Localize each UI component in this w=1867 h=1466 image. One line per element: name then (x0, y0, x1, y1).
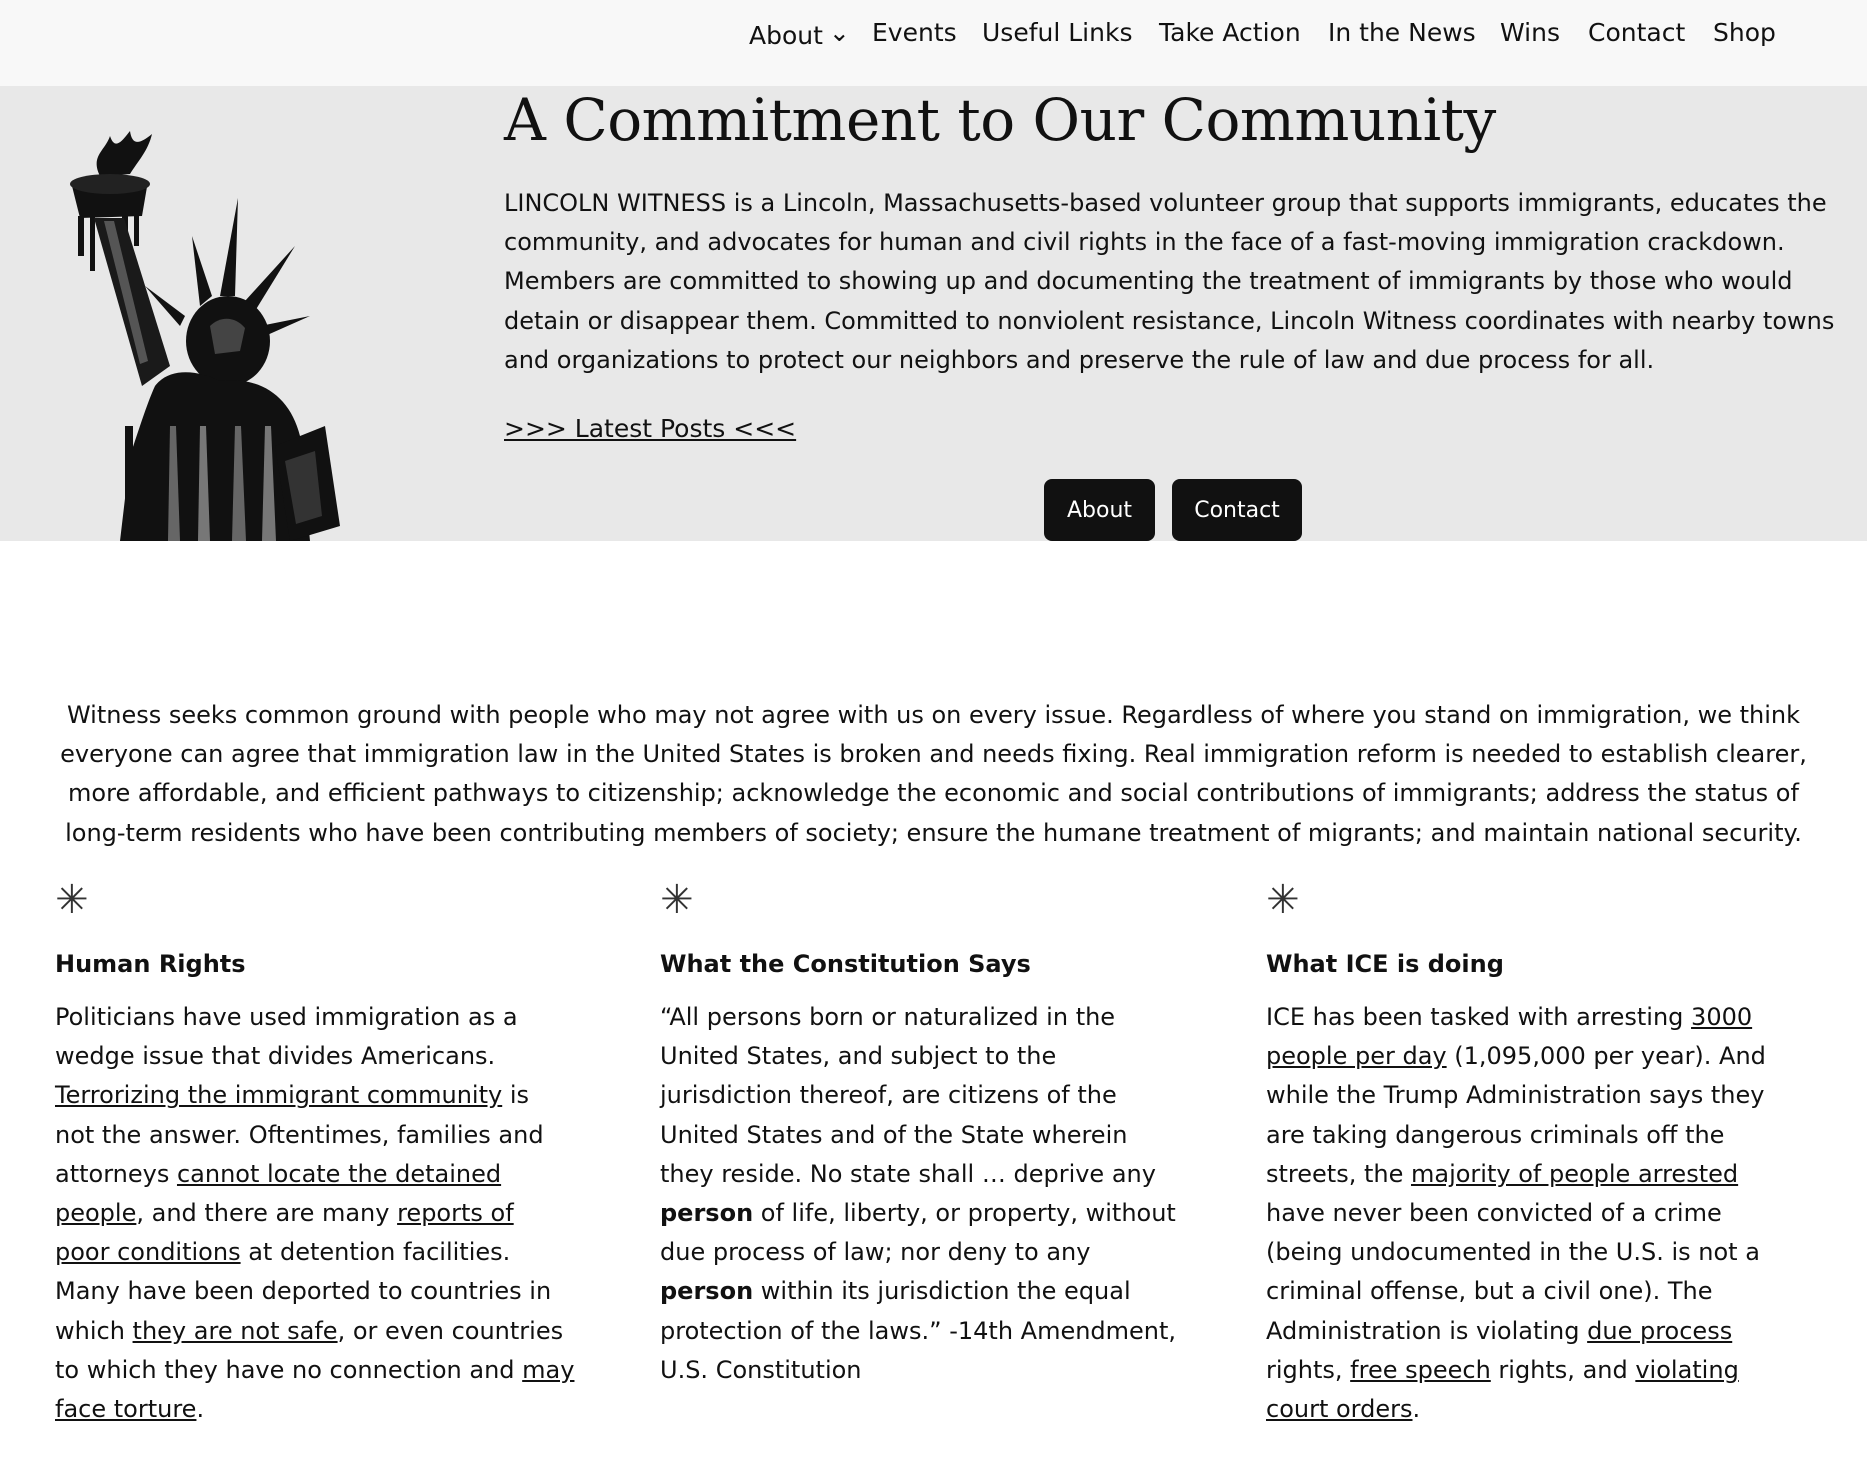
link-terrorizing-community[interactable]: Terrorizing the immigrant community (55, 1081, 503, 1110)
body-text: have never been convicted of a crime (being undocumented in the U.S. is not a criminal offense, but a civil one). The Administration is violating (1266, 1199, 1760, 1345)
asterisk-icon: ✳ (55, 877, 89, 923)
nav-wins[interactable]: Wins (1500, 18, 1560, 47)
link-poor-conditions[interactable]: reports of poor conditions (55, 1199, 514, 1267)
body-text: rights, (1266, 1355, 1351, 1384)
column-human-rights (55, 877, 575, 1429)
body-text: rights, and (1490, 1355, 1636, 1384)
body-text: . (1412, 1395, 1421, 1424)
body-text: , and there are many (136, 1199, 398, 1228)
link-not-safe[interactable]: they are not safe (132, 1316, 338, 1345)
body-text: at detention facilities. Many have been deported to countries in which (55, 1238, 552, 1345)
hero-description: LINCOLN WITNESS is a Lincoln, Massachusetts-based volunteer group that supports immigrants, educates the community, and advocates for human and civil rights in the face of a fast-moving immigration crackdown. Members are committed to showing up and documenting the treatment of immigrants by those who would detain or disappear them. Committed to nonviolent resistance, Lincoln Witness coordinates with nearby towns and organizations to protect our neighbors and preserve the rule of law and due process for all. (504, 189, 1835, 374)
chevron-down-icon: ⌄ (828, 18, 850, 47)
column-body (660, 998, 1180, 1390)
nav-take-action[interactable]: Take Action (1159, 18, 1301, 47)
asterisk-icon: ✳ (1266, 877, 1300, 923)
column-body (1266, 998, 1786, 1429)
contact-button[interactable]: Contact (1172, 479, 1302, 541)
statue-of-liberty-icon (60, 126, 380, 541)
body-text: “All persons born or naturalized in the United States, and subject to the jurisdiction thereof, are citizens of the United States and of the State wherein they reside. No state shall … deprive any (660, 1003, 1156, 1188)
body-text: is not the answer. Oftentimes, families and attorneys (55, 1081, 544, 1188)
column-heading: Human Rights (55, 950, 246, 978)
link-free-speech[interactable]: free speech (1350, 1355, 1491, 1384)
hero-section (0, 86, 1867, 541)
link-majority-arrested[interactable]: majority of people arrested (1410, 1159, 1739, 1188)
nav-events[interactable]: Events (872, 18, 957, 47)
column-body (55, 998, 575, 1429)
nav-in-the-news[interactable]: In the News (1328, 18, 1476, 47)
column-heading: What ICE is doing (1266, 950, 1504, 978)
body-text: of life, liberty, or property, without due process of law; nor deny to any (660, 1199, 1176, 1267)
body-text: , or even countries to which they have no connection and (55, 1316, 564, 1384)
body-text: ICE has been tasked with arresting (1266, 1003, 1692, 1031)
body-text: . (196, 1395, 205, 1424)
nav-useful-links[interactable]: Useful Links (982, 18, 1133, 47)
bold-text: person (660, 1199, 754, 1228)
bold-text: person (660, 1277, 754, 1306)
nav-about-label: About (749, 21, 823, 50)
link-cannot-locate-detained[interactable]: cannot locate the detained people (55, 1159, 502, 1228)
latest-posts-link[interactable]: >>> Latest Posts <<< (504, 414, 797, 443)
body-text: (1,095,000 per year). And while the Trump Administration says they are taking dangerous criminals off the streets, the (1266, 1042, 1766, 1188)
top-navigation (0, 0, 1867, 86)
nav-contact[interactable]: Contact (1588, 18, 1686, 47)
link-violating-court-orders[interactable]: violating court orders (1266, 1355, 1739, 1424)
about-button[interactable]: About (1044, 479, 1155, 541)
asterisk-icon: ✳ (660, 877, 694, 923)
link-due-process[interactable]: due process (1587, 1316, 1733, 1345)
link-3000-people-per-day[interactable]: 3000 people per day (1266, 1003, 1753, 1071)
nav-about[interactable] (749, 18, 850, 50)
column-constitution (660, 877, 1180, 1390)
intro-paragraph: Witness seeks common ground with people who may not agree with us on every issue. Regardless of where you stand on immigration, we think everyone can agree that immigration law in the United States is broken and needs fixing. Real immigration reform is needed to establish clearer, more affordable, and efficient pathways to citizenship; acknowledge the economic and social contributions of immigrants; address the status of long-term residents who have been contributing members of society; ensure the humane treatment of migrants; and maintain national security. (60, 701, 1807, 847)
link-may-face-torture[interactable]: may face torture (55, 1355, 575, 1424)
column-ice (1266, 877, 1786, 1429)
column-heading: What the Constitution Says (660, 950, 1031, 978)
page-title: A Commitment to Our Community (504, 86, 1496, 154)
body-text: Politicians have used immigration as a wedge issue that divides Americans. (55, 1003, 518, 1071)
body-text: within its jurisdiction the equal protection of the laws.” -14th Amendment, U.S. Constitution (660, 1277, 1177, 1384)
nav-shop[interactable]: Shop (1713, 18, 1776, 47)
